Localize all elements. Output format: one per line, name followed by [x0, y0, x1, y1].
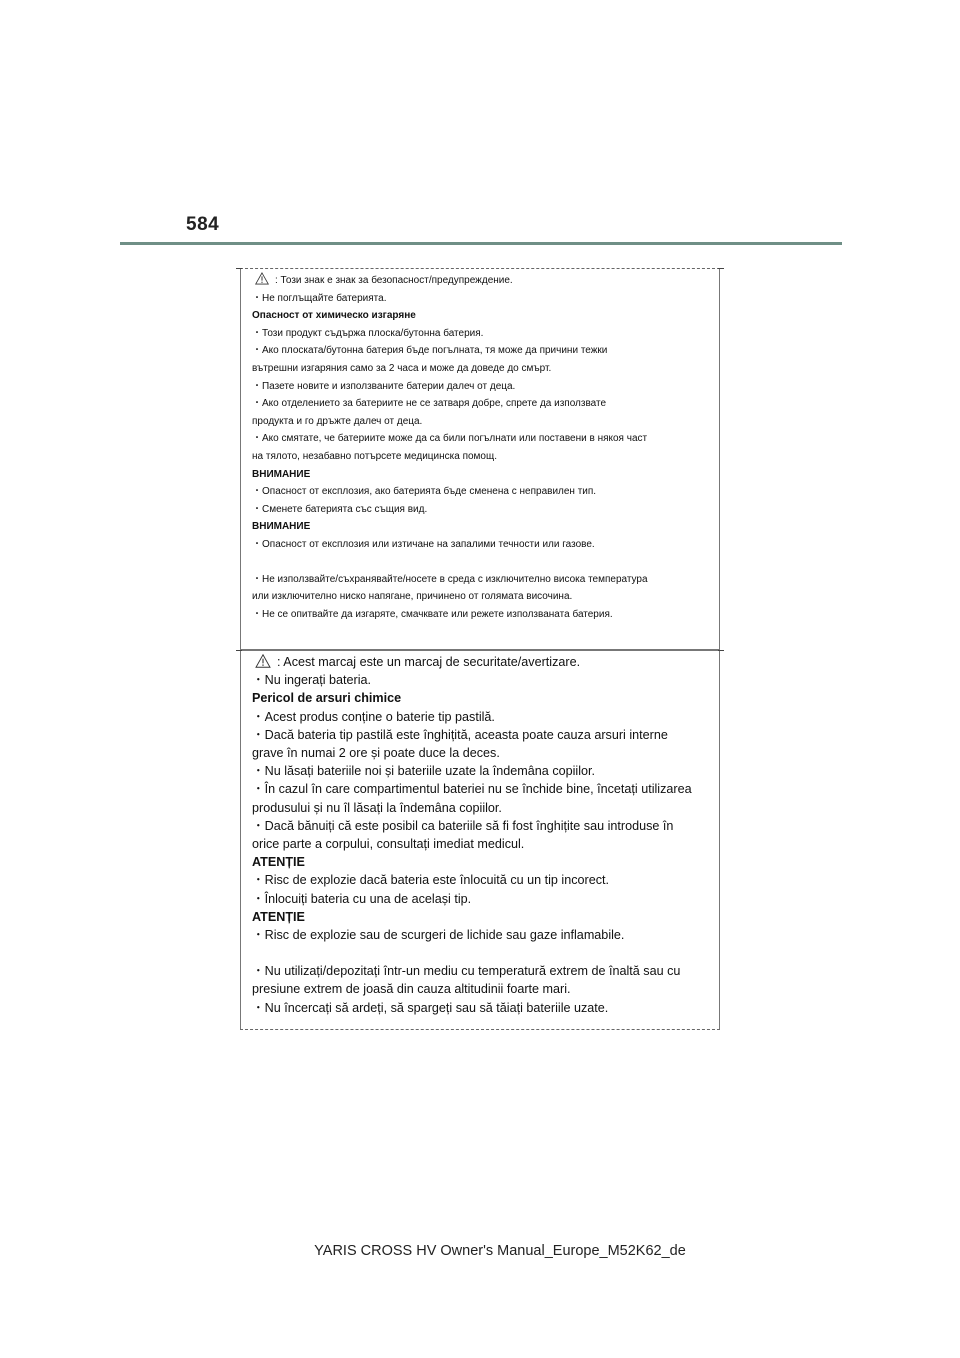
section-heading [252, 689, 711, 707]
text-line [252, 483, 711, 501]
text-line [252, 501, 711, 519]
line-text: ・În cazul în care compartimentul bateriei nu se închide bine, încetați utilizarea [252, 782, 692, 797]
box-corner-tick [718, 650, 724, 651]
section-heading [252, 518, 711, 536]
line-text: ・Не поглъщайте батерията. [252, 292, 387, 304]
line-text: ・Nu lăsați bateriile noi și bateriile uzate la îndemâna copiilor. [252, 764, 596, 779]
text-line [252, 536, 711, 554]
box-corner-tick [718, 268, 724, 269]
text-line [252, 890, 711, 908]
line-text: или изключително ниско напягане, причинено от голямата височина. [252, 591, 573, 603]
text-line [252, 799, 711, 817]
text-line [252, 413, 711, 431]
line-text: produsului și nu îl lăsați la îndemâna copiilor. [252, 800, 502, 815]
page-number: 584 [186, 214, 220, 235]
box-corner-tick [236, 650, 242, 651]
warning-triangle-icon [255, 654, 271, 668]
text-line [252, 962, 711, 980]
line-text: продукта и го дръжте далеч от деца. [252, 415, 423, 427]
header-rule [120, 242, 842, 245]
text-line [252, 780, 711, 798]
text-line [252, 378, 711, 396]
text-line [252, 762, 711, 780]
text-line [252, 817, 711, 835]
blank-gap [252, 944, 711, 962]
line-text: ・Nu utilizați/depozitați într-un mediu cu temperatură extrem de înaltă sau cu [252, 964, 681, 979]
line-text: ATENȚIE [252, 855, 305, 870]
bulgarian-warning-box [240, 268, 720, 650]
line-text: Pericol de arsuri chimice [252, 691, 402, 706]
line-text: ・Опасност от експлозия или изтичане на запалими течности или газове. [252, 538, 595, 550]
line-text: ・Dacă bănuiți că este posibil ca bateriile să fi fost înghițite sau introduse în [252, 818, 674, 833]
line-text: : Acest marcaj este un marcaj de securitate/avertizare. [277, 655, 581, 669]
line-text: ВНИМАНИЕ [252, 521, 311, 533]
text-line [252, 272, 711, 290]
line-text: Опасност от химическо изгаряне [252, 310, 416, 322]
line-text: ・Не се опитвайте да изгаряте, смачквате или режете използваната батерия. [252, 608, 613, 620]
line-text: ・Înlocuiți bateria cu una de același tip. [252, 891, 472, 906]
line-text: ВНИМАНИЕ [252, 468, 311, 480]
section-heading [252, 466, 711, 484]
section-heading [252, 908, 711, 926]
text-line [252, 980, 711, 998]
text-line [252, 430, 711, 448]
line-text: ・Ако отделението за батериите не се затваря добре, спрете да използвате [252, 398, 607, 410]
text-line [252, 671, 711, 689]
line-text: ・Ако плоската/бутонна батерия бъде погълната, тя може да причини тежки [252, 345, 608, 357]
line-text: ・Acest produs conține o baterie tip pastilă. [252, 709, 495, 724]
text-line [252, 448, 711, 466]
text-line [252, 726, 711, 744]
box-corner-tick [236, 268, 242, 269]
text-line [252, 999, 711, 1017]
romanian-warning-box [240, 650, 720, 1030]
line-text: ・Пазете новите и използваните батерии далеч от деца. [252, 380, 516, 392]
line-text: ・Risc de explozie sau de scurgeri de lichide sau gaze inflamabile. [252, 928, 625, 943]
line-text: presiune extrem de joasă din cauza altitudinii foarte mari. [252, 982, 571, 997]
text-line [252, 835, 711, 853]
line-text: вътрешни изгаряния само за 2 часа и може да доведе до смърт. [252, 362, 552, 374]
text-line [252, 395, 711, 413]
line-text: ・Не използвайте/съхранявайте/носете в среда с изключително висока температура [252, 573, 648, 585]
text-line [252, 588, 711, 606]
line-text: ・Този продукт съдържа плоска/бутонна батерия. [252, 327, 484, 339]
text-line [252, 342, 711, 360]
line-text: ・Dacă bateria tip pastilă este înghițită, aceasta poate cauza arsuri interne [252, 727, 668, 742]
line-text: на тялото, незабавно потърсете медицинска помощ. [252, 450, 497, 462]
footer-manual-title: YARIS CROSS HV Owner's Manual_Europe_M52K62_de [314, 1243, 686, 1259]
blank-gap [252, 554, 711, 571]
line-text: ATENȚIE [252, 909, 305, 924]
text-line [252, 871, 711, 889]
text-line [252, 290, 711, 308]
text-line [252, 325, 711, 343]
line-text: : Този знак е знак за безопасност/предупреждение. [275, 275, 513, 286]
text-line [252, 708, 711, 726]
line-text: ・Nu încercați să ardeți, să spargeți sau să tăiați bateriile uzate. [252, 1000, 609, 1015]
footer [0, 1243, 960, 1259]
line-text: orice parte a corpului, consultați imediat medicul. [252, 837, 525, 852]
line-text: ・Ако смятате, че батериите може да са били погълнати или поставени в някоя част [252, 433, 648, 445]
line-text: grave în numai 2 ore și poate duce la deces. [252, 746, 500, 761]
line-text: ・Сменете батерията със същия вид. [252, 503, 428, 515]
line-text: ・Опасност от експлозия, ако батерията бъде сменена с неправилен тип. [252, 486, 597, 498]
section-heading [252, 307, 711, 325]
text-line [252, 653, 711, 671]
section-heading [252, 853, 711, 871]
line-text: ・Nu ingerați bateria. [252, 673, 372, 688]
text-line [252, 744, 711, 762]
text-line [252, 606, 711, 624]
line-text: ・Risc de explozie dacă bateria este înlocuită cu un tip incorect. [252, 873, 610, 888]
text-line [252, 926, 711, 944]
text-line [252, 571, 711, 589]
text-line [252, 360, 711, 378]
warning-triangle-icon [255, 272, 269, 285]
